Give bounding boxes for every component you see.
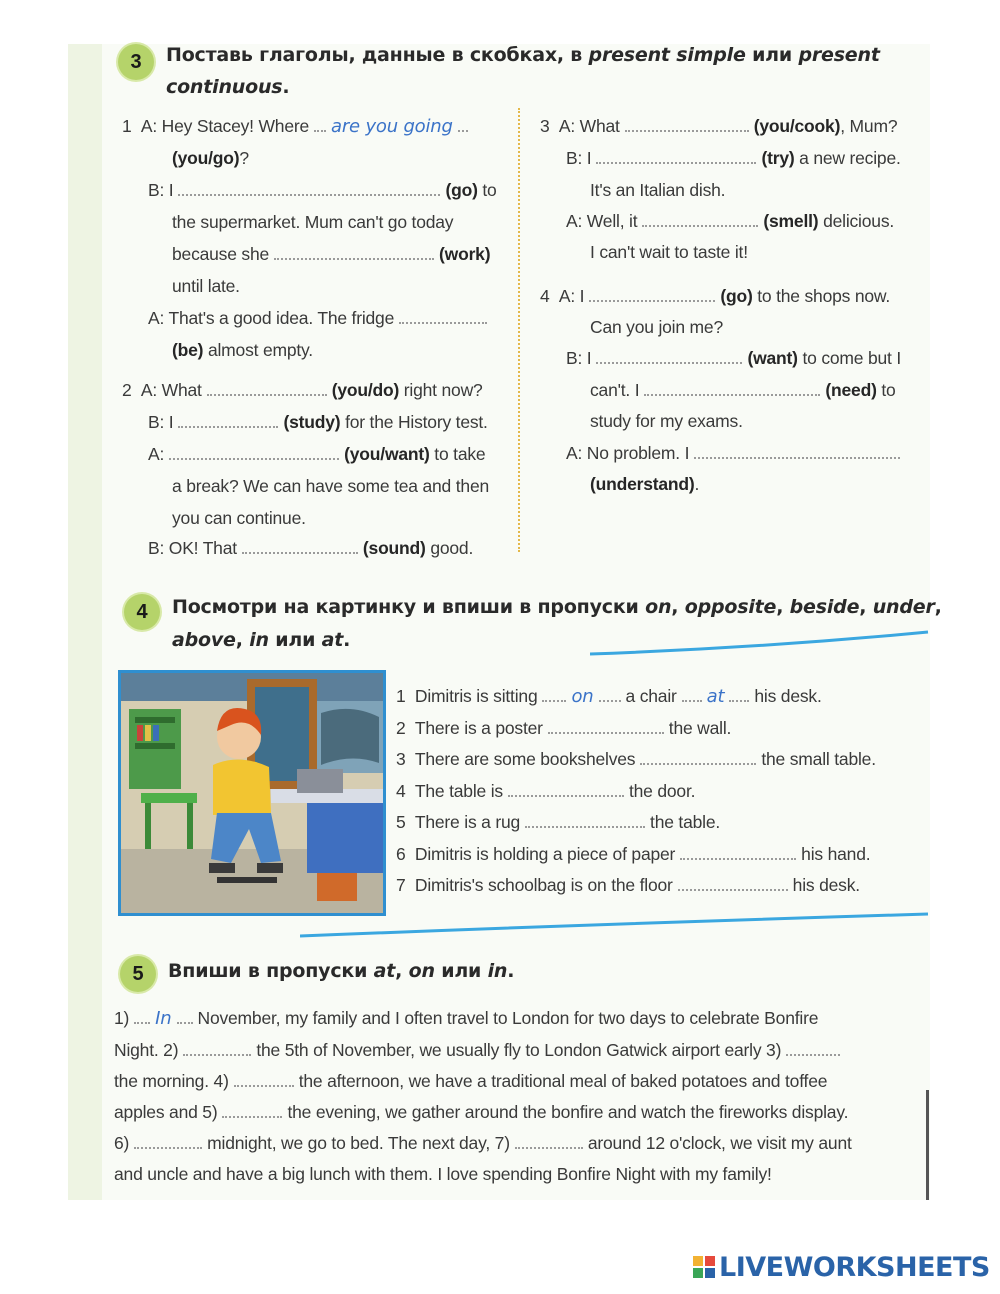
exercise-4-badge: 4 bbox=[124, 594, 160, 630]
ex4-blank-3[interactable] bbox=[640, 753, 756, 765]
ex4-blank-2[interactable] bbox=[548, 722, 664, 734]
d4-line-7: (understand). bbox=[590, 474, 700, 494]
ex5-line-4: apples and 5) the evening, we gather around the bonfire and watch the fireworks display. bbox=[114, 1102, 849, 1122]
ex4-bottom-swoosh bbox=[300, 910, 930, 944]
ex5-blank-2[interactable] bbox=[183, 1044, 251, 1056]
ex4-item-4: 4 The table is the door. bbox=[396, 781, 696, 801]
d3-line-5: I can't wait to taste it! bbox=[590, 242, 748, 262]
d2-blank-2[interactable] bbox=[178, 416, 278, 428]
d3-blank-2[interactable] bbox=[596, 152, 756, 164]
ex5-blank-3[interactable] bbox=[786, 1044, 840, 1056]
exercise-4-title-cont: above, in или at. bbox=[172, 629, 351, 651]
d1-line-7: A: That's a good idea. The fridge bbox=[148, 308, 492, 329]
d4-line-4: can't. I (need) to bbox=[590, 380, 896, 400]
ex4-item-5: 5 There is a rug the table. bbox=[396, 812, 721, 832]
room-illustration bbox=[118, 670, 386, 916]
ex5-blank-7[interactable] bbox=[515, 1137, 583, 1149]
exercise-3-title: Поставь глаголы, данные в скобках, в present simple или present bbox=[166, 44, 880, 66]
d3-blank-3[interactable] bbox=[642, 215, 758, 227]
d4-line-6: A: No problem. I bbox=[566, 443, 905, 464]
d4-line-2: Can you join me? bbox=[590, 317, 723, 337]
exercise-4-title: Посмотри на картинку и впиши в пропуски on, opposite, beside, under, bbox=[172, 596, 942, 618]
ex4-item-6: 6 Dimitris is holding a piece of paper his hand. bbox=[396, 844, 871, 864]
ex5-blank-6[interactable] bbox=[134, 1137, 202, 1149]
liveworksheets-logo-icon bbox=[693, 1256, 715, 1278]
d3-line-4: A: Well, it (smell) delicious. bbox=[566, 211, 895, 231]
d1-line-4: the supermarket. Mum can't go today bbox=[172, 212, 454, 232]
d2-blank-1[interactable] bbox=[207, 384, 327, 396]
ex4-item-1: 1 Dimitris is sitting on a chair at his desk. bbox=[396, 686, 822, 707]
d2-blank-4[interactable] bbox=[242, 542, 358, 554]
d4-line-3: B: I (want) to come but I bbox=[566, 348, 902, 368]
d1-line-3: B: I (go) to bbox=[148, 180, 497, 200]
ex5-answer-1[interactable]: In bbox=[155, 1008, 172, 1029]
ex5-blank-4[interactable] bbox=[234, 1075, 294, 1087]
exercise-3-title-cont: continuous. bbox=[166, 76, 290, 98]
d3-blank-1[interactable] bbox=[625, 120, 749, 132]
exercise-5-badge: 5 bbox=[120, 956, 156, 992]
ex4-item-3: 3 There are some bookshelves the small table. bbox=[396, 749, 876, 769]
d2-line-2: B: I (study) for the History test. bbox=[148, 412, 488, 432]
d1-line-5: because she (work) bbox=[172, 244, 491, 264]
ex5-line-1: 1) In November, my family and I often travel to London for two days to celebrate Bonfire bbox=[114, 1008, 819, 1029]
d2-blank-3[interactable] bbox=[169, 448, 339, 460]
ex5-line-5: 6) midnight, we go to bed. The next day, 7) around 12 o'clock, we visit my aunt bbox=[114, 1133, 852, 1153]
ex5-line-3: the morning. 4) the afternoon, we have a traditional meal of baked potatoes and toffee bbox=[114, 1071, 828, 1091]
ex5-line-6: and uncle and have a big lunch with them. I love spending Bonfire Night with my family! bbox=[114, 1164, 772, 1184]
d2-line-1: 2 A: What (you/do) right now? bbox=[122, 380, 483, 400]
d4-line-5: study for my exams. bbox=[590, 411, 743, 431]
ex4-blank-6[interactable] bbox=[680, 848, 796, 860]
d2-line-3: A: (you/want) to take bbox=[148, 444, 486, 464]
d1-line-2: (you/go)? bbox=[172, 148, 249, 168]
page-edge bbox=[926, 1090, 929, 1200]
d2-line-4: a break? We can have some tea and then bbox=[172, 476, 490, 496]
d4-line-1: 4 A: I (go) to the shops now. bbox=[540, 286, 891, 306]
d1-line-8: (be) almost empty. bbox=[172, 340, 313, 360]
ex4-answer-1a[interactable]: on bbox=[571, 686, 594, 707]
ex4-blank-7[interactable] bbox=[678, 879, 788, 891]
ex5-blank-5[interactable] bbox=[222, 1106, 282, 1118]
ex4-item-7: 7 Dimitris's schoolbag is on the floor his desk. bbox=[396, 875, 860, 895]
d1-line-6: until late. bbox=[172, 276, 240, 296]
liveworksheets-logo-text[interactable]: LIVEWORKSHEETS bbox=[719, 1252, 990, 1283]
boy-at-desk-picture bbox=[121, 673, 383, 913]
d2-line-5: you can continue. bbox=[172, 508, 306, 528]
d4-blank-4[interactable] bbox=[694, 447, 900, 459]
d1-blank-4[interactable] bbox=[399, 312, 487, 324]
column-separator bbox=[518, 108, 520, 552]
ex4-blank-4[interactable] bbox=[508, 785, 624, 797]
ex4-top-swoosh bbox=[590, 624, 930, 658]
d2-line-6: B: OK! That (sound) good. bbox=[148, 538, 474, 558]
d3-line-2: B: I (try) a new recipe. bbox=[566, 148, 901, 168]
ex4-blank-5[interactable] bbox=[525, 816, 645, 828]
ex5-line-2: Night. 2) the 5th of November, we usually fly to London Gatwick airport early 3) bbox=[114, 1040, 845, 1061]
d4-blank-3[interactable] bbox=[644, 384, 820, 396]
d3-line-1: 3 A: What (you/cook), Mum? bbox=[540, 116, 898, 136]
exercise-5-title: Впиши в пропуски at, on или in. bbox=[168, 960, 515, 982]
ex4-item-2: 2 There is a poster the wall. bbox=[396, 718, 732, 738]
page-margin-strip bbox=[68, 44, 102, 1200]
exercise-3-badge: 3 bbox=[118, 44, 154, 80]
d3-line-3: It's an Italian dish. bbox=[590, 180, 726, 200]
d1-line-1: 1 A: Hey Stacey! Where are you going bbox=[122, 116, 473, 137]
d4-blank-1[interactable] bbox=[589, 290, 715, 302]
d1-answer-1[interactable]: are you going bbox=[331, 116, 453, 137]
d4-blank-2[interactable] bbox=[596, 352, 742, 364]
d1-blank-2[interactable] bbox=[178, 184, 440, 196]
ex4-answer-1b[interactable]: at bbox=[706, 686, 725, 707]
d1-blank-3[interactable] bbox=[274, 248, 434, 260]
